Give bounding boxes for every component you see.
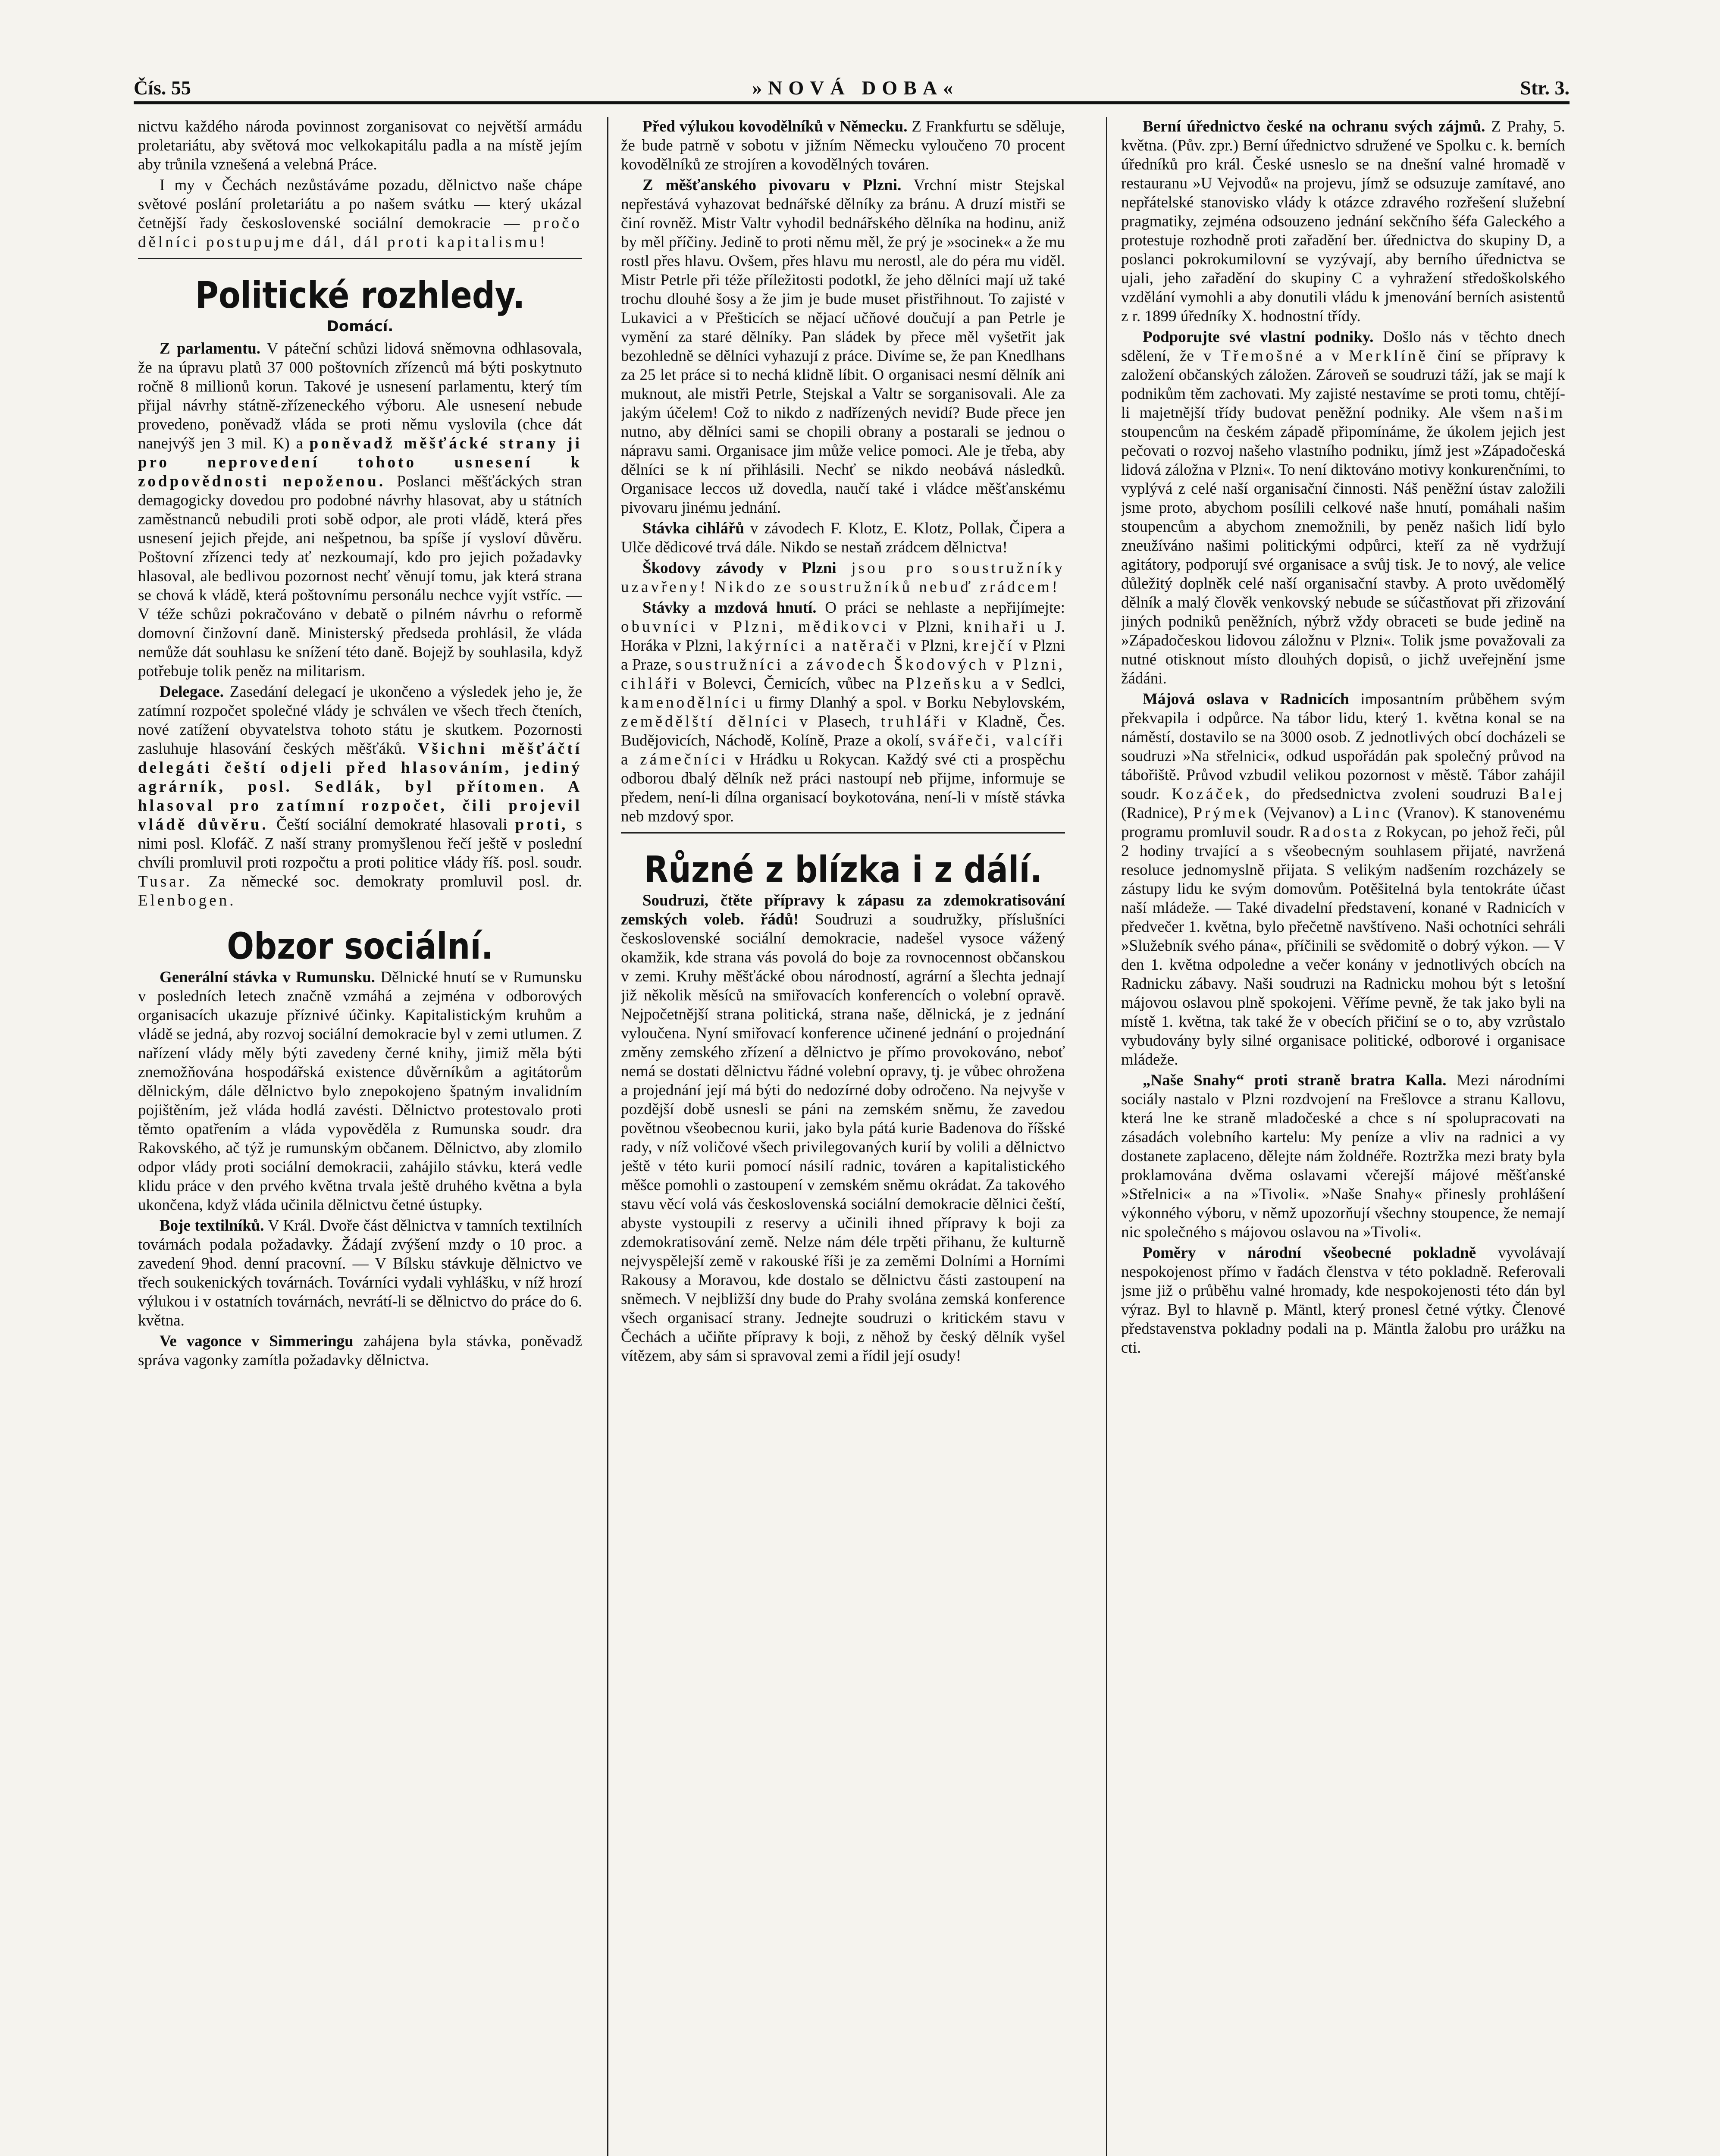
masthead: »NOVÁ DOBA«: [752, 77, 959, 99]
column-1: [138, 117, 582, 2156]
column-2: [621, 117, 1065, 2156]
article: Z měšťanského pivovaru v Plzni. Vrchní mistr Stejskal nepřestává vyhazovat bednářské dělníky za bránu. A druzí mistři se činí rovněž. Mistr Valtr vyhodil bednářského dělníka na hodinu, aniž by měl příčiny. Jedině to proti němu měl, že prý je »socinek« a že mu rostl přes hlavu. Ovšem, přes hlavu mu nerostl, ale do péra mu viděl. Mistr Petrle při téže příležitosti podotkl, že jeho dělníci mají už také trochu dlouhé šosy a že jim je bude muset přistřihnout. To zajisté v Lukavici a v Přešticích se nějací učňové doučují a pan Petrle je vymění za staré dělníky. Pan sládek by přece měl vyšetřit jak bezohledně se dělníci vyhazují z práce. Divíme se, že pan Knedlhans za 25 let práce si to nechá klidně líbit. O organisaci nesmí dělník ani muknout, ale mistři Petrle, Stejskal a Valtr se sorganisovali. Ale za jakým účelem! Což to nikdo z nadřízených nevidí? Bude přece jen nutno, aby dělníci sami se chopili obrany a postarali se jednou o nápravu sami. Organisace jim může velice pomoci. Ale je třeba, aby dělníci se k ní přihlásili. Nechť se nikdo neobává následků. Organisace leccos už dovedla, naučí také i vládce měšťanskému pivovaru jinému jednání.: [621, 176, 1065, 517]
issue-number: Čís. 55: [134, 77, 191, 99]
article: Ve vagonce v Simmeringu zahájena byla stávka, poněvadž správa vagonky zamítla požadavky dělnictva.: [138, 1332, 582, 1369]
article: Podporujte své vlastní podniky. Došlo nás v těchto dnech sdělení, že v Třemošné a v Merklíně činí se přípravy k založení občanských záložen. Zároveň se soudruzi táží, jak se mají k podnikům těm zachovati. My zajisté nestavíme se proti tomu, chtějí-li majetnější třídy budovat peněžní podniky. Ale všem našim stoupencům na českém západě připomínáme, že úkolem jejich jest pečovati o rozvoj našeho vlastního podniku, jímž jest »Západočeská lidová záložna v Plzni«. To není diktováno motivy konkurenčními, to vyplývá z celé naší organisační činnosti. Náš peněžní ústav založili jsme proto, abychom posílili celkové naše hnutí, pomáhali našim stoupencům a abychom znemožnili, by peněz našich lidí bylo zneužíváno našimi politickými odpůrci, kteří za ně vydržují agitátory, podporují své organisace a svůj tisk. Je to nový, ale velice důležitý doplněk celé naší organisační stavby. A proto uvědomělý dělník a malý člověk venkovský nebude se súčastňovat při zřizování jiných podniků peněžních, nýbrž vždy obraceti se bude jedině na »Západočeskou lidovou záložnu v Plzni«. Tolik jsme považovali za nutné otisknout místo dlouhých dopisů, o jichž uveřejnění jsme žádáni.: [1121, 328, 1565, 687]
article: Stávka cihlářů v závodech F. Klotz, E. Klotz, Pollak, Čipera a Ulče dědicové trvá dále. Nikdo se nestaň zrádcem dělnictva!: [621, 520, 1065, 556]
article: Soudruzi, čtěte přípravy k zápasu za zdemokratisování zemských voleb. řádů! Soudruzi a soudružky, příslušníci československé sociální demokracie, nadešel vysoce vážený okamžik, kde strana vás povolá do boje za rovnocennost občanskou v zemi. Kruhy měšťácké obou národností, agrární a šlechta jednají již několik měsíců na smiřovacích konferencích o volební opravě. Nejpočetnější strana politická, strana naše, dělnická, je z jednání vyloučena. Nyní smiřovací konference učinené jednání o projednání změny zemského zřízení a dělnictvo je přímo provokováno, neboť nemá se dostati dělnictvu řádné volební opravy, tj. je vůbec ohrožena a projednání její má býti do nedozírné doby odročeno. Na nejvyše v pozdější době usnesli se páni na zemském sněmu, že zavedou povětnou všeobecnou kurii, jako byla pátá kurie Badenova do říšské rady, v níž voličové všech privilegovaných kurií by volili a dělnictvo ještě v této kurii pomocí násilí radnic, továren a kapitalistického měšce pomohli o zastoupení v zemském sněmu okrádat. Za takového stavu věcí volá vás československá sociální demokracie dělnici čeští, abyste vystoupili z reservy a učinili ihned přípravy k boji za zdemokratisování země. Nelze nám déle trpěti přihanu, že kulturně nejvyspělejší země v rakouské říši je za zeměmi Dolními a Horními Rakousy a Moravou, kde dostalo se dělnictvu části zastoupení na sněmech. V nejbližší dny bude do Prahy svolána zemská konference všech organisací strany. Jednejte soudruzi o kritickém stavu v Čechách a učiňte přípravy k boji, z něhož by český dělník vyšel vítězem, aby sám si spravoval zemi a řídil její osudy!: [621, 892, 1065, 1365]
paragraph: nictvu každého národa povinnost zorganisovat co největší armádu proletariátu, aby světová moc velkokapitálu padla a na místě jejím aby trůnila vznešená a velebná Práce.: [138, 118, 582, 173]
section-heading: Různé z blízka i z dálí.: [644, 848, 1042, 891]
article: Z parlamentu. V páteční schůzi lidová sněmovna odhlasovala, že na úpravu platů 37 000 poštovních zřízenců má býti poskytnuto ročně 8 millionů korun. Takové je usnesení parlamentu, který tím přijal návrhy státně-zřízeneckého výboru. Ale usnesení nebude provedeno, poněvadž vláda se proti němu vyslovila (chce dát nanejvýš jen 3 mil. K) a poněvadž měšťácké strany ji pro neprovedení tohoto usnesení k zodpovědnosti nepoženou. Poslanci měšťáckých stran demagogicky dovedou pro podobné návrhy hlasovat, aby u státních zaměstnanců nebudili proti sobě odpor, ale proti vládě, která přes usnesení jejich přejde, ani nešpetnou, ba spíše jí vysloví důvěru. Poštovní zřízenci tedy ať nezkoumají, kdo pro jejich požadavky hlasoval, ale bedlivou pozornost nechť věnují tomu, jak která strana se chová k vládě, která poštovnímu personálu nechce vyjít vstříc. — V téže schůzi pokračováno v debatě o pilném návrhu o reformě domovní činžovní daně. Ministerský předseda prohlásil, že vláda nemůže dát souhlasu ke snížení této daně. Bojejž by souhlasila, když potřebuje tolik peněz na militarism.: [138, 340, 582, 680]
article: „Naše Snahy“ proti straně bratra Kalla. Mezi národními sociály nastalo v Plzni rozdvojení na Frešlovce a stranu Kallovu, která lne ke straně mladočeské a chce s ní spolupracovati na zásadách volebního kartelu: My peníze a vliv na radnici a vy dostanete zaplaceno, dělejte nám žoldnéře. Roztržka mezi braty byla proklamována dvěma oslavami včerejší májové měšťanské »Střelnici« a na »Tivoli«. »Naše Snahy« přinesly prohlášení výkonného výboru, v němž upozorňují všechny stoupence, že nemají nic společného s májovou oslavou na »Tivoli«.: [1121, 1072, 1565, 1241]
section-heading: Obzor sociální.: [227, 925, 493, 968]
section-heading: Politické rozhledy.: [195, 274, 525, 317]
paragraph: I my v Čechách nezůstáváme pozadu, dělnictvo naše chápe světové poslání proletariátu a po našem svátku — který ukázal četnější řady československé sociální demokracie — pročo dělníci postupujme dál, dál proti kapitalismu!: [138, 176, 582, 251]
article: Delegace. Zasedání delegací je ukončeno a výsledek jeho je, že zatímní rozpočet společné vlády je schválen ve všech třech čteních, nové zatížení obyvatelstva tohoto státu je skutkem. Pozornosti zasluhuje hlasování českých měšťáků. Všichni měšťáčtí delegáti čeští odjeli před hlasováním, jediný agrárník, posl. Sedlák, byl přítomen. A hlasoval pro zatímní rozpočet, čili projevil vládě důvěru. Čeští sociální demokraté hlasovali proti, s nimi posl. Klofáč. Z naší strany promyšlenou řečí ještě v poslední chvíli promluvil proti rozpočtu a proti politice vlády říš. posl. soudr. Tusar. Za německé soc. demokraty promluvil posl. dr. Elenbogen.: [138, 683, 582, 909]
column-divider: [607, 117, 608, 2156]
divider: [138, 258, 582, 259]
article: Májová oslava v Radnicích imposantním průběhem svým překvapila i odpůrce. Na tábor lidu, který 1. května konal se na náměstí, dostavilo se na 3000 osob. Z jednotlivých obcí docházeli se soudruzi »Na střelnici«, odkud uspořádán pak společný průvod na tábořiště. Průvod vzbudil velikou pozornost v městě. Tábor zahájil soudr. Kozáček, do předsednictva zvoleni soudruzi Balej (Radnice), Prýmek (Vejvanov) a Linc (Vranov). K stanovenému programu promluvil soudr. Radosta z Rokycan, po jehož řeči, půl 2 hodiny trvající a s všeobecným souhlasem přijaté, navržená resoluce jednomyslně přijata. S velikým nadšením rozcházely se zástupy lidu ke svým domovům. Potěšitelná byla tentokráte účast naší mládeže. — Také divadelní představení, konané v Radnicích v předvečer 1. května, bylo přečetně navštíveno. Naši ochotníci sehráli »Služebník svého pána«, příčinili se svědomitě o dobrý výkon. — V den 1. května odpoledne a večer konány v jednotlivých obcích na Radnicku zábavy. Naši soudruzi na Radnicku mohou být s letošní májovou oslavou plně spokojeni. Věříme pevně, že tak jako byli na místě 1. května, tak také že v obecích přičiní se o to, aby vzrůstalo vybudovány byly silné organisace politické, odborové i organisace mládeže.: [1121, 690, 1565, 1069]
article: Škodovy závody v Plzni jsou pro soustružníky uzavřeny! Nikdo ze soustružníků nebuď zrádcem!: [621, 559, 1065, 596]
page-number: Str. 3.: [1520, 77, 1570, 99]
divider: [621, 832, 1065, 834]
section-subheading: Domácí.: [326, 318, 394, 335]
article: Boje textilníků. V Král. Dvoře část dělnictva v tamních textilních továrnách podala požadavky. Žádají zvýšení mzdy o 10 proc. a zavedení 9hod. denní pracovní. — V Bílsku stávkuje dělnictvo ve třech soukenických továrnách. Továrníci vydali vyhlášku, v níž hrozí výlukou i v ostatních továrnách, nevrátí-li se dělnictvo do práce do 6. května.: [138, 1217, 582, 1329]
article: Poměry v národní všeobecné pokladně vyvolávají nespokojenost přímo v řadách členstva v této pokladně. Referovali jsme již o průběhu valné hromady, kde nespokojenosti této dán byl výraz. Byl to hlavně p. Mäntl, který pronesl četné výtky. Členové představenstva pokladny podali na p. Mäntla žalobu pro urážku na cti.: [1121, 1244, 1565, 1357]
article: Berní úřednictvo české na ochranu svých zájmů. Z Prahy, 5. května. (Pův. zpr.) Berní úřednictvo sdružené ve Spolku c. k. berních úředníků pro král. České usneslo se na dnešní valné hromadě v restauranu »U Vejvodů« na projevu, jímž se odsuzuje zamítavé, ano nepřátelské stanovisko vlády k otázce zdravého rozřešení služební pragmatiky, zejména odsouzeno jednání sekčního šéfa Galeckého a protestuje rozhodně proti zařadění ber. úřednictva do skupiny D, a poslanci pokrokumilovní se vyzývají, aby berního úřednictva se ujali, jeho zařadění do skupiny C a vyhražení středoškolského vzdělání vymohli a aby donutili vládu k jmenování berních asistentů z r. 1899 úředníky X. hodnostní třídy.: [1121, 118, 1565, 325]
page-header: [134, 65, 1570, 99]
article: Stávky a mzdová hnutí. O práci se nehlaste a nepřijímejte: obuvníci v Plzni, mědikovci v Plzni, knihaři u J. Horáka v Plzni, lakýrníci a natěrači v Plzni, krejčí v Plzni a Praze, soustružníci a závodech Škodových v Plzni, cihláři v Bolevci, Černicích, vůbec na Plzeňsku a v Sedlci, kamenodělníci u firmy Dlanhý a spol. v Borku Nebylovském, zemědělští dělníci v Plasech, truhláři v Kladně, Čes. Budějovicích, Náchodě, Kolíně, Praze a okolí, svářeči, valcíři a zámečníci v Hrádku u Rokycan. Každý své cti a prospěchu odborou dbalý dělník než práci nastoupí neb přijme, informuje se předem, není-li dílna organisací boykotována, není-li v místě stávka neb mzdový spor.: [621, 599, 1065, 825]
column-divider: [1106, 117, 1107, 2156]
article: Generální stávka v Rumunsku. Dělnické hnutí se v Rumunsku v posledních letech značně vzmáhá a zejména v odborových organisacích ukazuje příznivé účinky. Kapitalistickým kruhům a vládě se jedná, aby rozvoj sociální demokracie byl v zemi utlumen. Z nařízení vlády měly býti zavedeny černé knihy, jimiž měla býti znemožňována hospodářská existence důvěrníkům a agitátorům dělnickým, dále dělnictvo bylo znepokojeno špatným invalidním pojištěním, jež vláda hodlá zavésti. Dělnictvo protestovalo proti těmto opatřením a vláda vypověděla z Rumunska soudr. dra Rakovského, ač týž je rumunským občanem. Dělnictvo, aby zlomilo odpor vlády proti sociální demokracii, zahájilo stávku, která vedle klidu práce v den prvého května trvala ještě druhého května a byla ukončena, když vláda učinila dělnictvu četné ústupky.: [138, 968, 582, 1214]
header-rule: [134, 101, 1570, 104]
column-3: [1121, 117, 1565, 2156]
article: Před výlukou kovodělníků v Německu. Z Frankfurtu se sděluje, že bude patrně v sobotu v jižním Německu vyloučeno 70 procent kovodělníků ze strojíren a kovodělných továren.: [621, 118, 1065, 173]
